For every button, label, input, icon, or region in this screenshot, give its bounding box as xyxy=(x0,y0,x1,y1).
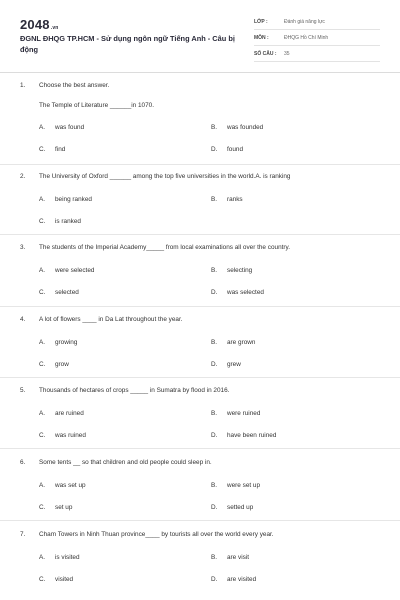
answer-option-b[interactable]: B. was founded xyxy=(211,124,264,131)
answer-option-b[interactable]: B. were ruined xyxy=(211,410,261,417)
answer-option-a[interactable]: A. were selected xyxy=(39,267,95,274)
answer-option-a[interactable]: A. is visited xyxy=(39,554,80,561)
meta-label: SỐ CÂU : xyxy=(254,51,277,57)
question-divider xyxy=(0,448,400,449)
meta-label: MÔN : xyxy=(254,35,269,41)
logo-text: 2048 xyxy=(20,17,50,32)
answer-option-b[interactable]: B. ranks xyxy=(211,196,243,203)
question-divider xyxy=(0,234,400,235)
header-divider xyxy=(0,72,400,73)
question-text: Thousands of hectares of crops _____ in Sumatra by flood in 2016. xyxy=(39,387,230,394)
answer-option-c[interactable]: C. was ruined xyxy=(39,432,86,439)
question-number: 1. xyxy=(20,82,26,89)
meta-row-count xyxy=(254,48,380,62)
answer-option-c[interactable]: C. find xyxy=(39,146,66,153)
question-6 xyxy=(0,458,400,511)
answer-option-d[interactable]: D. was selected xyxy=(211,289,264,296)
question-2 xyxy=(0,172,400,225)
question-7 xyxy=(0,530,400,583)
question-3 xyxy=(0,243,400,296)
page-header xyxy=(0,0,400,72)
question-number: 2. xyxy=(20,173,26,180)
question-1 xyxy=(0,81,400,153)
question-number: 5. xyxy=(20,387,26,394)
answer-option-c[interactable]: C. grow xyxy=(39,361,69,368)
site-logo[interactable] xyxy=(20,17,59,32)
question-text: Some tents __ so that children and old people could sleep in. xyxy=(39,459,212,466)
answer-option-d[interactable]: D. grew xyxy=(211,361,241,368)
answer-option-d[interactable]: D. have been ruined xyxy=(211,432,277,439)
question-number: 7. xyxy=(20,531,26,538)
meta-value: 35 xyxy=(284,51,290,57)
question-text-line2: The Temple of Literature ______in 1070. xyxy=(39,102,154,109)
question-text: Cham Towers in Ninh Thuan province____ by tourists all over the world every year. xyxy=(39,531,274,538)
answer-option-b[interactable]: B. were set up xyxy=(211,482,261,489)
question-text: The University of Oxford ______ among the top five universities in the world.A. is ranking xyxy=(39,173,291,180)
answer-option-c[interactable]: C. set up xyxy=(39,504,73,511)
answer-option-c[interactable]: C. selected xyxy=(39,289,79,296)
document-title: ĐGNL ĐHQG TP.HCM - Sử dụng ngôn ngữ Tiếng Anh - Câu bị động xyxy=(20,34,235,54)
meta-row-subject xyxy=(254,32,380,46)
question-divider xyxy=(0,306,400,307)
answer-option-d[interactable]: D. are visited xyxy=(211,576,257,583)
answer-option-a[interactable]: A. being ranked xyxy=(39,196,92,203)
question-text: The students of the Imperial Academy_____ from local examinations all over the country. xyxy=(39,244,291,251)
question-divider xyxy=(0,377,400,378)
answer-option-d[interactable]: D. setted up xyxy=(211,504,254,511)
answer-option-a[interactable]: A. was set up xyxy=(39,482,86,489)
question-number: 4. xyxy=(20,316,26,323)
question-text: Choose the best answer. xyxy=(39,82,110,89)
answer-option-b[interactable]: B. selecting xyxy=(211,267,253,274)
logo-suffix: .vn xyxy=(50,25,59,31)
answer-option-c[interactable]: C. is ranked xyxy=(39,218,81,225)
answer-option-b[interactable]: B. are visit xyxy=(211,554,250,561)
answer-option-d[interactable]: D. found xyxy=(211,146,243,153)
question-divider xyxy=(0,520,400,521)
question-4 xyxy=(0,315,400,368)
answer-option-c[interactable]: C. visited xyxy=(39,576,74,583)
meta-table xyxy=(254,16,380,64)
question-number: 6. xyxy=(20,459,26,466)
question-number: 3. xyxy=(20,244,26,251)
answer-option-a[interactable]: A. are ruined xyxy=(39,410,84,417)
question-divider xyxy=(0,164,400,165)
question-text: A lot of flowers ____ in Da Lat throughout the year. xyxy=(39,316,183,323)
answer-option-a[interactable]: A. growing xyxy=(39,339,78,346)
meta-label: LỚP : xyxy=(254,19,268,25)
question-5 xyxy=(0,386,400,439)
meta-row-class xyxy=(254,16,380,30)
answer-option-a[interactable]: A. was found xyxy=(39,124,85,131)
answer-option-b[interactable]: B. are grown xyxy=(211,339,256,346)
meta-value: ĐHQG Hồ Chí Minh xyxy=(284,35,329,41)
meta-value: Đánh giá năng lực xyxy=(284,19,325,25)
